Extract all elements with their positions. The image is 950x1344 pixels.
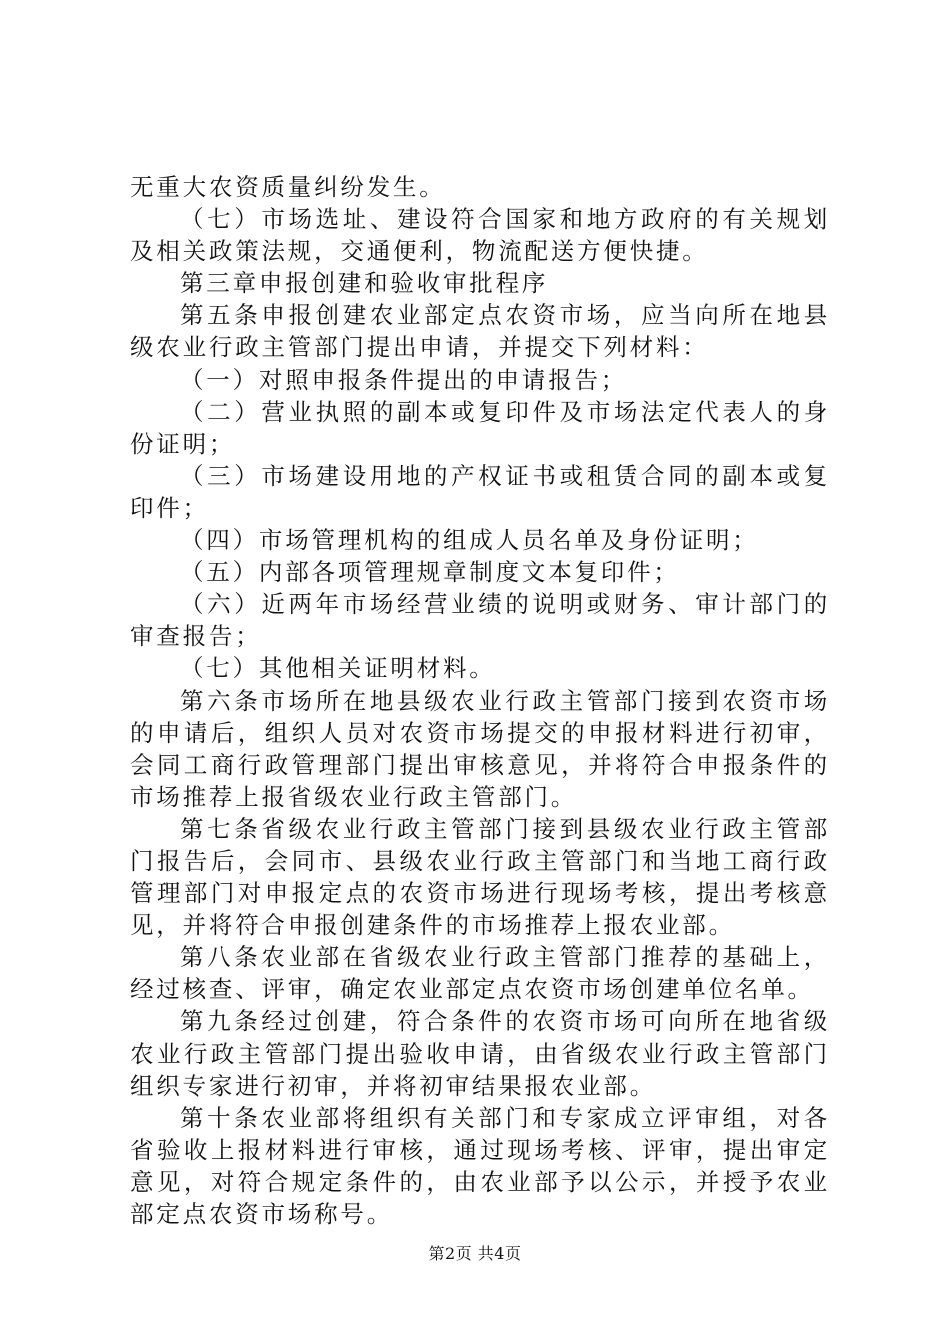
- list-item-4: （四）市场管理机构的组成人员名单及身份证明；: [180, 526, 759, 555]
- article-5: 第五条申报创建农业部定点农资市场，应当向所在地县级农业行政主管部门提出申请，并提交下列材料：: [130, 301, 830, 362]
- chapter-heading: 第三章申报创建和验收审批程序: [180, 269, 549, 298]
- article-10: 第十条农业部将组织有关部门和专家成立评审组，对各省验收上报材料进行审核，通过现场考核、评审，提出审定意见，对符合规定条件的，由农业部予以公示，并授予农业部定点农资市场称号。: [130, 1103, 830, 1228]
- list-item-3: （三）市场建设用地的产权证书或租赁合同的副本或复印件；: [130, 461, 830, 522]
- list-item-7: （七）其他相关证明材料。: [180, 654, 496, 683]
- list-item-2: （二）营业执照的副本或复印件及市场法定代表人的身份证明；: [130, 397, 830, 458]
- article-9: 第九条经过创建，符合条件的农资市场可向所在地省级农业行政主管部门提出验收申请，由省级农业行政主管部门组织专家进行初审，并将初审结果报农业部。: [130, 1007, 830, 1100]
- list-item-5: （五）内部各项管理规章制度文本复印件；: [180, 558, 680, 587]
- document-body: [130, 171, 830, 1230]
- list-item-6: （六）近两年市场经营业绩的说明或财务、审计部门的审查报告；: [130, 590, 830, 651]
- article-6: 第六条市场所在地县级农业行政主管部门接到农资市场的申请后，组织人员对农资市场提交的申报材料进行初审，会同工商行政管理部门提出审核意见，并将符合申报条件的市场推荐上报省级农业行政主管部门。: [130, 686, 830, 811]
- list-item-1: （一）对照申报条件提出的申请报告；: [180, 365, 628, 394]
- paragraph-item-7-site: （七）市场选址、建设符合国家和地方政府的有关规划及相关政策法规，交通便利，物流配送方便快捷。: [130, 205, 830, 266]
- page-number-footer: 第2页 共4页: [428, 1244, 522, 1263]
- paragraph-continuation: 无重大农资质量纠纷发生。: [130, 173, 446, 201]
- article-7: 第七条省级农业行政主管部门接到县级农业行政主管部门报告后，会同市、县级农业行政主管部门和当地工商行政管理部门对申报定点的农资市场进行现场考核，提出考核意见，并将符合申报创建条件的市场推荐上报农业部。: [130, 814, 830, 940]
- article-8: 第八条农业部在省级农业行政主管部门推荐的基础上，经过核查、评审，确定农业部定点农资市场创建单位名单。: [130, 943, 830, 1004]
